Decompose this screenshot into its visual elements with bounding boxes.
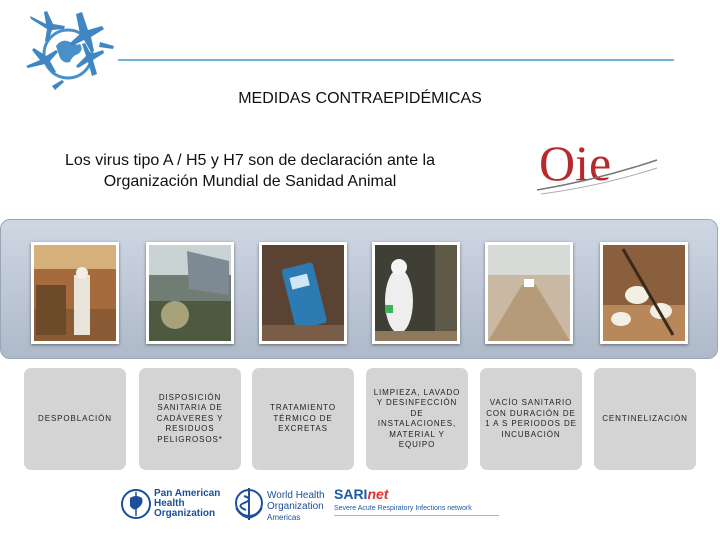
dump-truck-photo: [146, 242, 234, 344]
oie-logo: [535, 128, 660, 200]
header-rule: [118, 59, 674, 61]
intro-text: Los virus tipo A / H5 y H7 son de declaración ante la Organización Mundial de Sanidad Animal: [65, 152, 435, 190]
paho-emblem-icon: [120, 488, 152, 520]
measure-box-limpieza: [366, 368, 468, 470]
who-name: World Health Organization: [267, 490, 325, 512]
measure-label: DISPOSICIÓN SANITARIA DE CADÁVERES Y RESIDUOS PELIGROSOS*: [156, 392, 224, 444]
sentinel-chickens-photo: [600, 242, 688, 344]
who-emblem-icon: [232, 486, 266, 522]
poultry-barn-photo: [31, 242, 119, 344]
sarinet-rule: [334, 515, 499, 516]
paho-name: Pan American Health Organization: [154, 488, 221, 519]
empty-barn-photo: [485, 242, 573, 344]
footer-logos: [120, 484, 510, 528]
measure-box-tratamiento: [252, 368, 354, 470]
page-title: MEDIDAS CONTRAEPIDÉMICAS: [238, 90, 482, 107]
disinfection-worker-photo: [372, 242, 460, 344]
sarinet-tagline: Severe Acute Respiratory Infections network: [334, 505, 472, 512]
sarinet-brand: SARInet: [334, 486, 389, 502]
airplanes-globe-logo: [22, 6, 120, 98]
measure-box-disposicion: [139, 368, 241, 470]
who-region: Americas: [267, 513, 301, 522]
measure-label: VACÍO SANITARIO CON DURACIÓN DE 1 A S PERIODOS DE INCUBACIÓN: [485, 398, 577, 439]
measure-label: LIMPIEZA, LAVADO Y DESINFECCIÓN DE INSTALACIONES, MATERIAL Y EQUIPO: [373, 387, 461, 449]
measure-box-vacio-sanitario: [480, 368, 582, 470]
oie-logo-text: Oie: [539, 135, 612, 191]
measure-label: DESPOBLACIÓN: [38, 413, 112, 423]
sarinet-logo: [334, 486, 510, 526]
measure-label: CENTINELIZACIÓN: [602, 413, 688, 423]
thermometer-in-soil-photo: [259, 242, 347, 344]
who-logo: [232, 486, 336, 526]
paho-logo: [120, 486, 222, 526]
measure-box-centinelizacion: [594, 368, 696, 470]
measure-label: TRATAMIENTO TÉRMICO DE EXCRETAS: [270, 403, 336, 434]
measure-box-despoblacion: [24, 368, 126, 470]
